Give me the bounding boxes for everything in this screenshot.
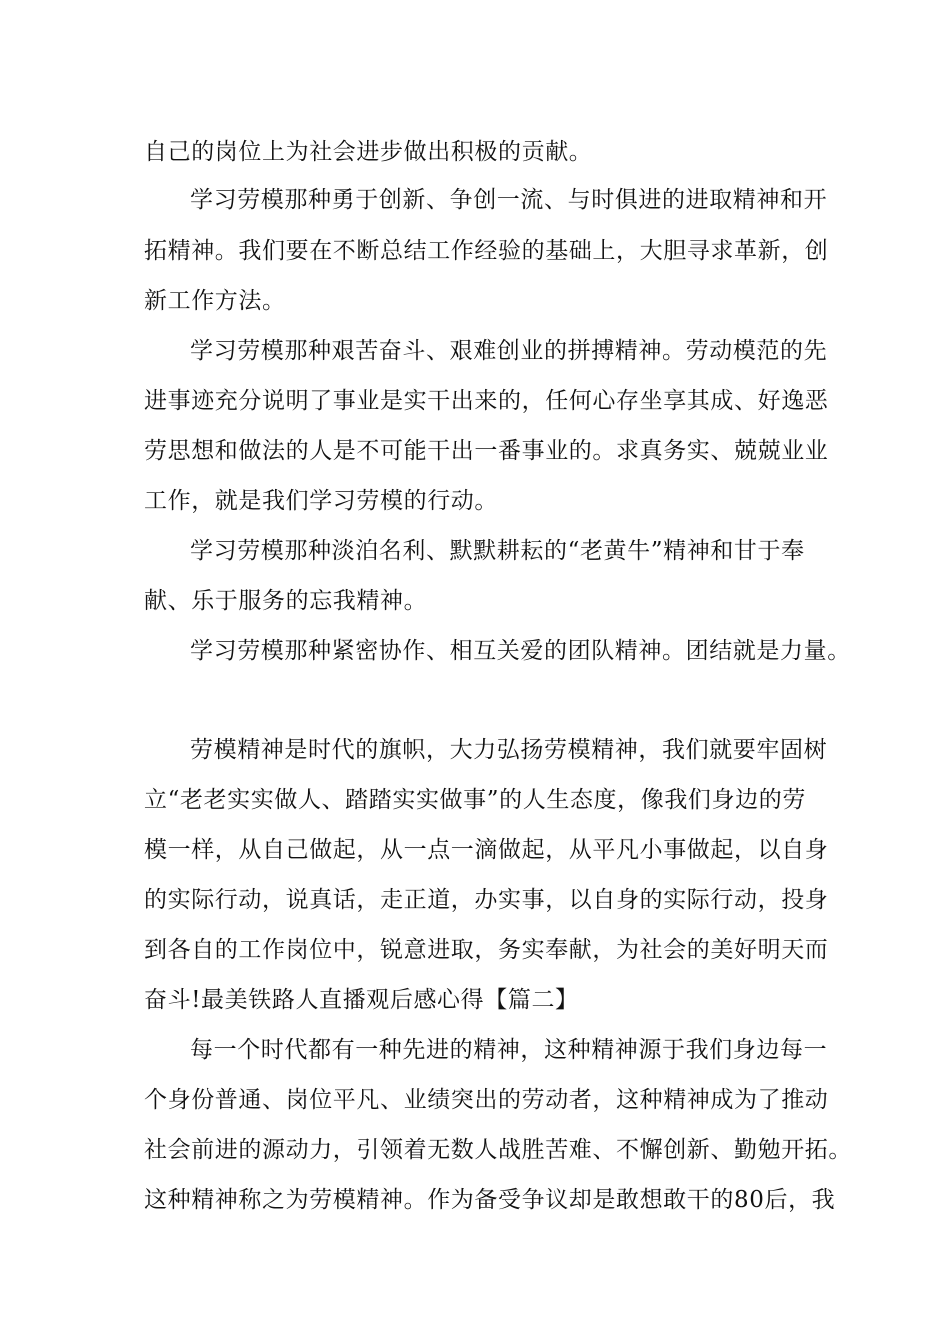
text-line: 模一样，从自己做起，从一点一滴做起，从平凡小事做起，以自身 [144, 837, 829, 863]
paragraph-start: 学习劳模那种艰苦奋斗、艰难创业的拼搏精神。劳动模范的先 [190, 338, 828, 364]
paragraph-start: 学习劳模那种淡泊名利、默默耕耘的“老黄牛”精神和甘于奉 [190, 538, 805, 564]
text-line: 进事迹充分说明了事业是实干出来的，任何心存坐享其成、好逸恶 [144, 388, 829, 414]
paragraph-start: 学习劳模那种紧密协作、相互关爱的团队精神。团结就是力量。 [190, 638, 851, 664]
paragraph-start: 学习劳模那种勇于创新、争创一流、与时俱进的进取精神和开 [190, 187, 828, 213]
text-line: 到各自的工作岗位中，锐意进取，务实奉献，为社会的美好明天而 [144, 937, 829, 963]
text-line: 新工作方法。 [144, 288, 286, 314]
text-line: 拓精神。我们要在不断总结工作经验的基础上，大胆寻求革新，创 [144, 238, 829, 264]
text-line: 个身份普通、岗位平凡、业绩突出的劳动者，这种精神成为了推动 [144, 1087, 829, 1113]
text-line: 社会前进的源动力，引领着无数人战胜苦难、不懈创新、勤勉开拓。 [144, 1137, 852, 1163]
text-line: 献、乐于服务的忘我精神。 [144, 588, 428, 614]
text-line: 的实际行动，说真话，走正道，办实事，以自身的实际行动，投身 [144, 887, 829, 913]
paragraph-start: 劳模精神是时代的旗帜，大力弘扬劳模精神，我们就要牢固树 [190, 737, 828, 763]
text-line: 劳思想和做法的人是不可能干出一番事业的。求真务实、兢兢业业 [144, 438, 829, 464]
text-line: 这种精神称之为劳模精神。作为备受争议却是敢想敢干的80后，我 [144, 1187, 836, 1213]
text-line: 自己的岗位上为社会进步做出积极的贡献。 [144, 139, 593, 165]
text-line: 立“老老实实做人、踏踏实实做事”的人生态度，像我们身边的劳 [144, 787, 806, 813]
text-line: 工作，就是我们学习劳模的行动。 [144, 488, 498, 514]
paragraph-start: 每一个时代都有一种先进的精神，这种精神源于我们身边每一 [190, 1037, 828, 1063]
text-line: 奋斗!最美铁路人直播观后感心得【篇二】 [144, 987, 579, 1013]
